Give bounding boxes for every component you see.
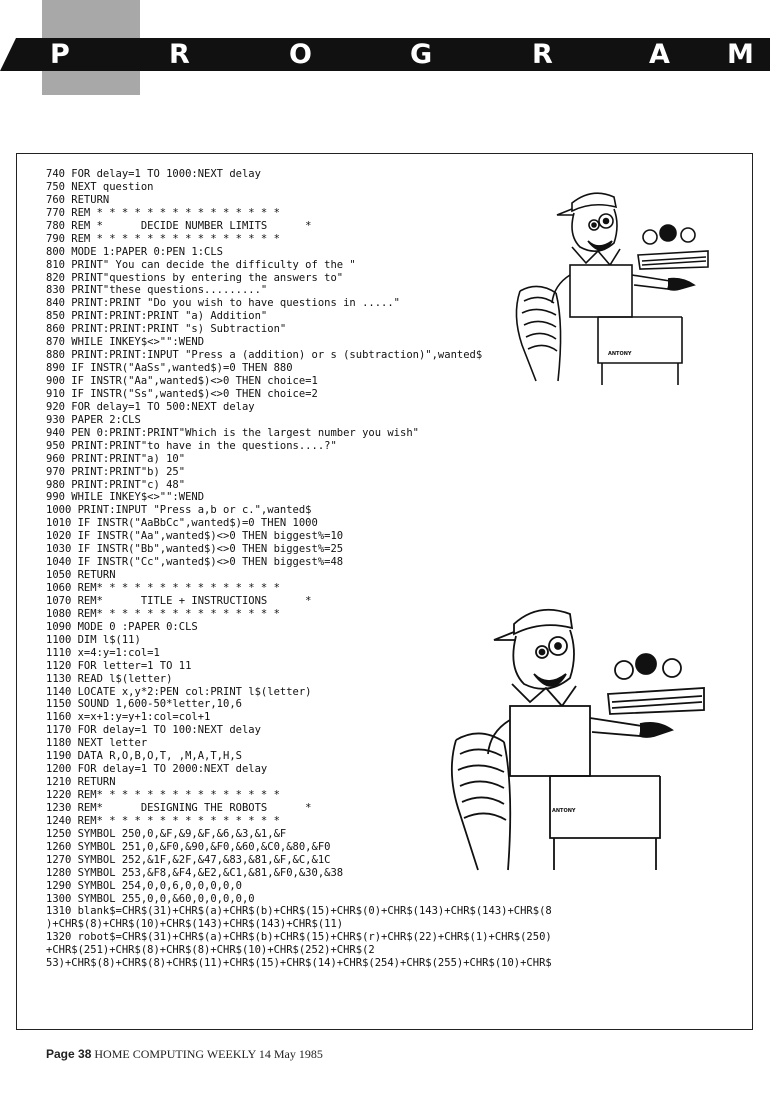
banner-letter: R <box>532 39 553 70</box>
code-line: 1290 SYMBOL 254,0,0,6,0,0,0,0,0 <box>46 879 242 892</box>
page-number: Page 38 <box>46 1047 92 1061</box>
code-line: 780 REM * DECIDE NUMBER LIMITS * <box>46 219 312 232</box>
code-line: 1050 RETURN <box>46 569 116 582</box>
code-line: 1020 IF INSTR("Aa",wanted$)<>0 THEN biggest%=10 <box>46 530 344 543</box>
code-line: 790 REM * * * * * * * * * * * * * * * <box>46 232 280 245</box>
code-line: 1170 FOR delay=1 TO 100:NEXT delay <box>46 724 261 737</box>
code-line: 970 PRINT:PRINT"b) 25" <box>46 465 186 478</box>
cartoon-signature: ANTONY <box>608 351 632 357</box>
code-line: 860 PRINT:PRINT:PRINT "s) Subtraction" <box>46 323 287 336</box>
code-line: 950 PRINT:PRINT"to have in the questions....?" <box>46 439 337 452</box>
code-line: 1240 REM* * * * * * * * * * * * * * * <box>46 814 280 827</box>
publication-info: HOME COMPUTING WEEKLY 14 May 1985 <box>94 1047 323 1061</box>
code-line: 1310 blank$=CHR$(31)+CHR$(a)+CHR$(b)+CHR$(15)+CHR$(0)+CHR$(143)+CHR$(143)+CHR$(8 <box>46 905 552 918</box>
cartoon-signature: ANTONY <box>552 808 576 814</box>
code-line: 1100 DIM l$(11) <box>46 633 141 646</box>
code-line: 940 PEN 0:PRINT:PRINT"Which is the largest number you wish" <box>46 426 419 439</box>
code-line: 820 PRINT"questions by entering the answers to" <box>46 271 344 284</box>
code-line: 1120 FOR letter=1 TO 11 <box>46 659 192 672</box>
code-line: 870 WHILE INKEY$<>"":WEND <box>46 336 205 349</box>
banner-letter: G <box>410 39 433 70</box>
code-line: 1030 IF INSTR("Bb",wanted$)<>0 THEN biggest%=25 <box>46 543 344 556</box>
code-line: 1260 SYMBOL 251,0,&F0,&90,&F0,&60,&C0,&80,&F0 <box>46 840 331 853</box>
code-line: 1210 RETURN <box>46 776 116 789</box>
code-line: 1080 REM* * * * * * * * * * * * * * * <box>46 607 280 620</box>
banner-letter: P <box>50 39 70 70</box>
code-line: 1010 IF INSTR("AaBbCc",wanted$)=0 THEN 1000 <box>46 517 318 530</box>
code-line: 770 REM * * * * * * * * * * * * * * * <box>46 206 280 219</box>
code-line: 930 PAPER 2:CLS <box>46 413 141 426</box>
code-line: 1200 FOR delay=1 TO 2000:NEXT delay <box>46 763 268 776</box>
code-line: 920 FOR delay=1 TO 500:NEXT delay <box>46 400 255 413</box>
code-line: 850 PRINT:PRINT:PRINT "a) Addition" <box>46 310 268 323</box>
code-line: 880 PRINT:PRINT:INPUT "Press a (addition) or s (subtraction)",wanted$ <box>46 349 483 362</box>
page-footer <box>46 1047 323 1062</box>
code-line: 830 PRINT"these questions........." <box>46 284 268 297</box>
code-line: 53)+CHR$(8)+CHR$(8)+CHR$(11)+CHR$(15)+CHR$(14)+CHR$(254)+CHR$(255)+CHR$(10)+CHR$ <box>46 957 552 970</box>
code-line: 960 PRINT:PRINT"a) 10" <box>46 452 186 465</box>
banner-letters <box>0 38 770 71</box>
code-line: 980 PRINT:PRINT"c) 48" <box>46 478 186 491</box>
banner-letter: A <box>649 39 670 70</box>
code-line: 1300 SYMBOL 255,0,0,&60,0,0,0,0,0 <box>46 892 255 905</box>
code-line: 1230 REM* DESIGNING THE ROBOTS * <box>46 801 312 814</box>
code-line: +CHR$(251)+CHR$(8)+CHR$(8)+CHR$(10)+CHR$(252)+CHR$(2 <box>46 944 375 957</box>
code-line: 740 FOR delay=1 TO 1000:NEXT delay <box>46 168 261 180</box>
code-line: 1090 MODE 0 :PAPER 0:CLS <box>46 620 198 633</box>
banner-letter: M <box>727 39 754 70</box>
code-line: 890 IF INSTR("AaSs",wanted$)=0 THEN 880 <box>46 362 293 375</box>
code-line: 1280 SYMBOL 253,&F8,&F4,&E2,&C1,&81,&F0,&30,&38 <box>46 866 344 879</box>
code-line: 760 RETURN <box>46 193 110 206</box>
code-line: 1150 SOUND 1,600-50*letter,10,6 <box>46 698 242 711</box>
code-line: 1130 READ l$(letter) <box>46 672 173 685</box>
code-line: 1160 x=x+1:y=y+1:col=col+1 <box>46 711 211 724</box>
code-line: 1320 robot$=CHR$(31)+CHR$(a)+CHR$(b)+CHR$(15)+CHR$(r)+CHR$(22)+CHR$(1)+CHR$(250) <box>46 931 552 944</box>
program-banner <box>0 38 770 71</box>
code-line: )+CHR$(8)+CHR$(10)+CHR$(143)+CHR$(143)+CHR$(11) <box>46 918 344 931</box>
code-line: 1060 REM* * * * * * * * * * * * * * * <box>46 582 280 594</box>
code-line: 840 PRINT:PRINT "Do you wish to have questions in ....." <box>46 297 401 310</box>
code-line: 1110 x=4:y=1:col=1 <box>46 646 160 659</box>
code-line: 1180 NEXT letter <box>46 737 148 750</box>
code-line: 900 IF INSTR("Aa",wanted$)<>0 THEN choice=1 <box>46 375 318 387</box>
code-line: 750 NEXT question <box>46 180 154 193</box>
banner-letter: O <box>289 39 312 70</box>
basic-program-listing <box>46 168 746 970</box>
code-line: 990 WHILE INKEY$<>"":WEND <box>46 491 205 504</box>
banner-letter: R <box>169 39 190 70</box>
code-line: 1000 PRINT:INPUT "Press a,b or c.",wanted$ <box>46 504 312 517</box>
code-line: 1250 SYMBOL 250,0,&F,&9,&F,&6,&3,&1,&F <box>46 827 287 840</box>
code-line: 1040 IF INSTR("Cc",wanted$)<>0 THEN biggest%=48 <box>46 556 344 569</box>
code-line: 1270 SYMBOL 252,&1F,&2F,&47,&83,&81,&F,&C,&1C <box>46 853 331 866</box>
code-line: 810 PRINT" You can decide the difficulty of the " <box>46 258 356 271</box>
code-line: 910 IF INSTR("Ss",wanted$)<>0 THEN choice=2 <box>46 387 318 400</box>
code-line: 1070 REM* TITLE + INSTRUCTIONS * <box>46 594 312 607</box>
code-line: 1220 REM* * * * * * * * * * * * * * * <box>46 789 280 801</box>
code-line: 1190 DATA R,O,B,O,T, ,M,A,T,H,S <box>46 750 242 763</box>
code-line: 1140 LOCATE x,y*2:PEN col:PRINT l$(letter) <box>46 685 312 698</box>
code-line: 800 MODE 1:PAPER 0:PEN 1:CLS <box>46 245 224 258</box>
